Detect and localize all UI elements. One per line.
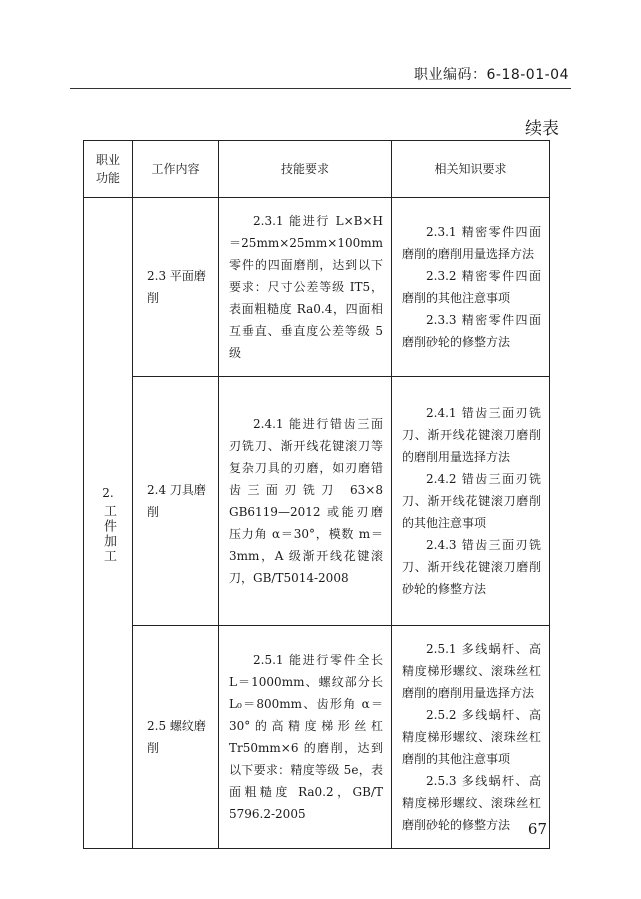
knowledge-item: 2.4.2 错齿三面刃铣刀、渐开线花键滚刀磨削的其他注意事项 bbox=[402, 472, 541, 530]
column-header-skills: 技能要求 bbox=[219, 141, 392, 198]
function-cell bbox=[84, 198, 133, 849]
knowledge-item: 2.5.3 多线蜗杆、高精度梯形螺纹、滚珠丝杠磨削砂轮的修整方法 bbox=[402, 774, 541, 832]
column-header-content: 工作内容 bbox=[133, 141, 219, 198]
skills-table bbox=[83, 140, 550, 849]
function-name: 工件加工 bbox=[101, 503, 116, 564]
skill-item: 2.4.1 能进行错齿三面刃铣刀、渐开线花键滚刀等复杂刀具的刃磨，如刃磨错齿三面刃铣刀 63×8 GB6119—2012 或能刃磨压力角 α＝30°，模数 m＝3mm，A 级渐开线花键滚刀，GB/T5014-2008 bbox=[229, 417, 383, 585]
knowledge-requirement-cell bbox=[392, 198, 550, 377]
skill-requirement-cell bbox=[219, 377, 392, 626]
column-header-function-line1: 职业 bbox=[95, 153, 120, 167]
table-row bbox=[84, 626, 550, 849]
table-header-row bbox=[84, 141, 550, 198]
skill-item: 2.3.1 能进行 L×B×H＝25mm×25mm×100mm 零件的四面磨削，达到以下要求：尺寸公差等级 IT5，表面粗糙度 Ra0.4，四面相互垂直、垂直度公差等级 5 级 bbox=[229, 214, 383, 360]
column-header-function-line2: 功能 bbox=[95, 171, 120, 185]
knowledge-item: 2.3.1 精密零件四面磨削的磨削用量选择方法 bbox=[402, 225, 541, 261]
work-content-cell: 2.3 平面磨削 bbox=[133, 198, 219, 377]
table-row bbox=[84, 198, 550, 377]
page-number: 67 bbox=[527, 820, 547, 838]
table-row bbox=[84, 377, 550, 626]
knowledge-item: 2.4.1 错齿三面刃铣刀、渐开线花键滚刀磨削的磨削用量选择方法 bbox=[402, 406, 541, 464]
continued-label: 续表 bbox=[525, 119, 559, 139]
skill-requirement-cell bbox=[219, 626, 392, 849]
knowledge-item: 2.3.3 精密零件四面磨削砂轮的修整方法 bbox=[402, 313, 541, 349]
knowledge-item: 2.4.3 错齿三面刃铣刀、渐开线花键滚刀磨削砂轮的修整方法 bbox=[402, 538, 541, 596]
header-divider bbox=[70, 88, 571, 89]
knowledge-item: 2.5.2 多线蜗杆、高精度梯形螺纹、滚珠丝杠磨削的其他注意事项 bbox=[402, 708, 541, 766]
skill-item: 2.5.1 能进行零件全长 L＝1000mm、螺纹部分长 L₀＝800mm、齿形角 α＝30°的高精度梯形丝杠 Tr50mm×6 的磨削，达到以下要求：精度等级 5e，表面粗糙度 Ra0.2，GB/T 5796.2-2005 bbox=[229, 653, 383, 821]
knowledge-item: 2.5.1 多线蜗杆、高精度梯形螺纹、滚珠丝杠磨削的磨削用量选择方法 bbox=[402, 642, 541, 700]
work-content-cell: 2.5 螺纹磨削 bbox=[133, 626, 219, 849]
column-header-function bbox=[84, 141, 133, 198]
skill-requirement-cell bbox=[219, 198, 392, 377]
knowledge-requirement-cell bbox=[392, 377, 550, 626]
function-number: 2. bbox=[102, 485, 114, 500]
occupation-code: 职业编码：6-18-01-04 bbox=[413, 67, 569, 83]
work-content-cell: 2.4 刀具磨削 bbox=[133, 377, 219, 626]
knowledge-requirement-cell bbox=[392, 626, 550, 849]
column-header-knowledge: 相关知识要求 bbox=[392, 141, 550, 198]
knowledge-item: 2.3.2 精密零件四面磨削的其他注意事项 bbox=[402, 269, 541, 305]
